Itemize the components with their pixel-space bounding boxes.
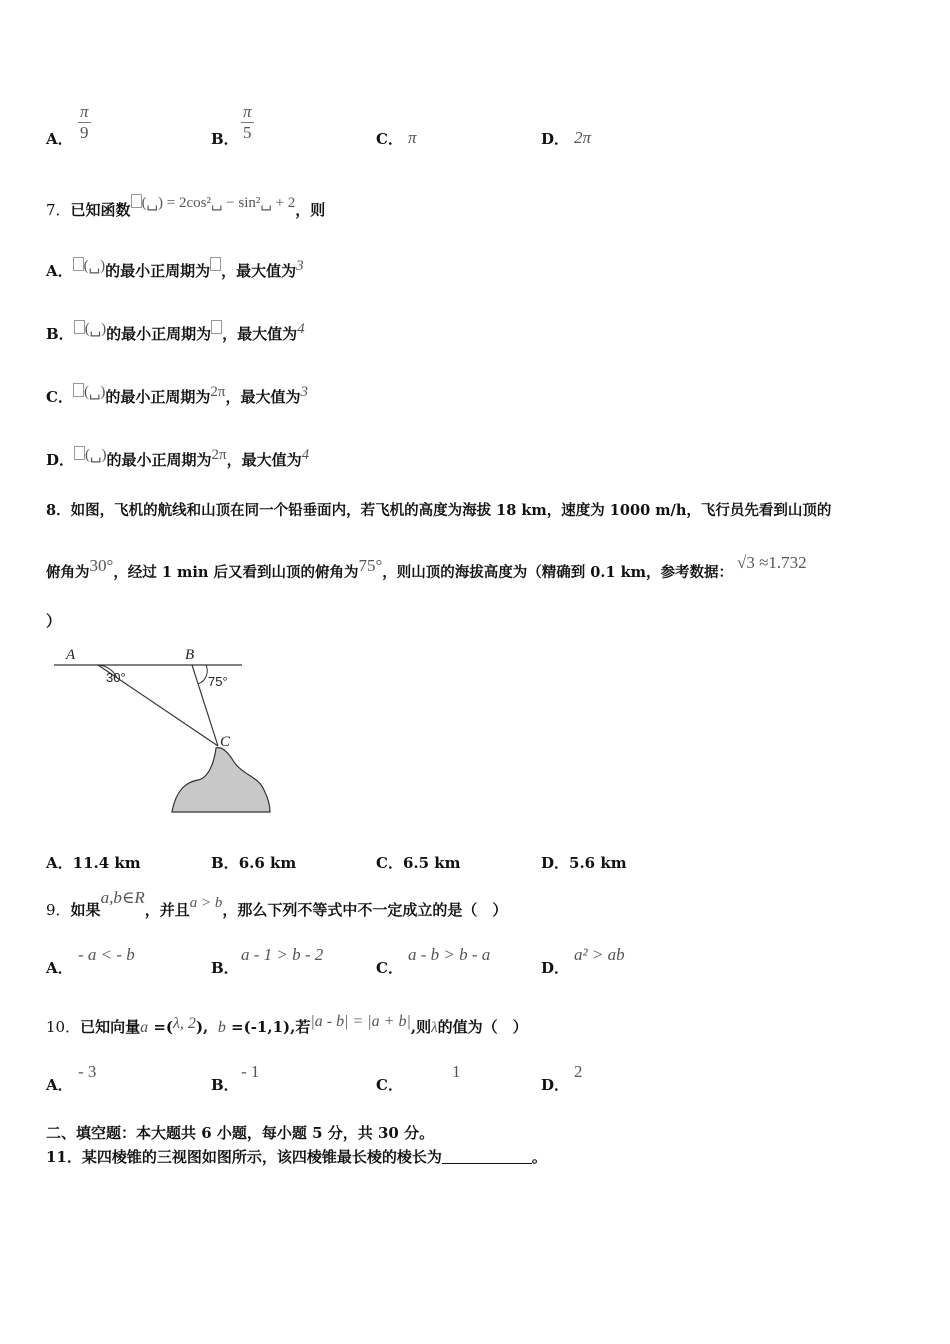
q8-option-b: B．6.6 km [211,854,297,872]
label-angle-b: 75° [208,674,228,689]
section-heading: 二、填空题：本大题共 6 小题，每小题 5 分，共 30 分。 [46,1124,435,1142]
q9-option-d-value: a² > ab [574,945,625,964]
label-angle-a: 30° [106,670,126,685]
label-c: C [220,734,231,750]
placeholder-glyph [211,320,222,334]
q10-option-b-label: B． [211,1076,239,1094]
q10-stem: 10．已知向量a =(λ, 2), b =(-1,1),若|a - b| = |a + b|,则λ的值为（ ） [46,1013,528,1036]
q9-option-d-label: D． [541,959,570,977]
q8-option-d: D．5.6 km [541,854,627,872]
label-b: B [185,647,195,663]
angle-arc-b [198,665,207,684]
q7-option-a: A． (␣)的最小正周期为 ，最大值为3 [46,258,304,280]
q6-option-b-label: B． [211,130,239,148]
q10-option-a-label: A． [46,1076,73,1094]
q8-line3: ） [46,612,62,630]
q9-stem: 9．如果a,b∈R，并且a > b，那么下列不等式中不一定成立的是（ ） [46,888,508,919]
q8-option-c: C．6.5 km [376,854,461,872]
q6-option-d-value: 2π [574,128,592,147]
q7-stem: 7．已知函数 (␣) = 2cos²␣ − sin²␣ + 2，则 [46,195,326,219]
q9-option-b-value: a - 1 > b - 2 [241,945,324,964]
q8-line2: 俯角为30°，经过 1 min 后又看到山顶的俯角为75°，则山顶的海拔高度为（精确到 0.1 km，参考数据：√3 ≈1.732 [46,553,807,581]
q6-options [46,100,926,160]
q10-option-c-value: 1 [452,1062,461,1081]
q10-option-c-label: C． [376,1076,403,1094]
q6-option-a-value: $\frac{\pi}{9}$ [80,102,89,142]
q7-option-b: B． (␣)的最小正周期为 ，最大值为4 [46,321,305,343]
q10-options [46,1062,926,1102]
q6-option-a-label: A． [46,130,73,148]
q6-option-c-value: π [408,128,417,147]
q6-option-c-label: C． [376,130,403,148]
q7-option-d: D． (␣)的最小正周期为2π，最大值为4 [46,447,310,469]
q9-option-b-label: B． [211,959,239,977]
q9-option-a-label: A． [46,959,73,977]
q8-option-a: A．11.4 km [46,854,141,872]
q9-option-c-value: a - b > b - a [408,945,491,964]
q9-options [46,945,926,985]
q9-option-a-value: - a < - b [78,945,135,964]
label-a: A [66,647,76,663]
q10-option-a-value: - 3 [78,1062,97,1081]
q6-option-b-value: $\frac{\pi}{5}$ [243,102,252,142]
answer-blank[interactable] [442,1149,532,1164]
q8-figure [46,640,286,820]
q10-option-d-label: D． [541,1076,570,1094]
mountain [172,748,270,812]
placeholder-glyph [210,257,221,271]
q9-option-c-label: C． [376,959,403,977]
q10-option-d-value: 2 [574,1062,583,1081]
q6-option-d-label: D． [541,130,570,148]
q8-line1: 8．如图，飞机的航线和山顶在同一个铅垂面内，若飞机的高度为海拔 18 km，速度为 1000 m/h，飞行员先看到山顶的 [46,502,832,519]
q11-stem: 11．某四棱锥的三视图如图所示，该四棱锥最长棱的棱长为 。 [46,1148,547,1166]
q10-option-b-value: - 1 [241,1062,260,1081]
q7-option-c: C． (␣)的最小正周期为2π，最大值为3 [46,384,309,406]
